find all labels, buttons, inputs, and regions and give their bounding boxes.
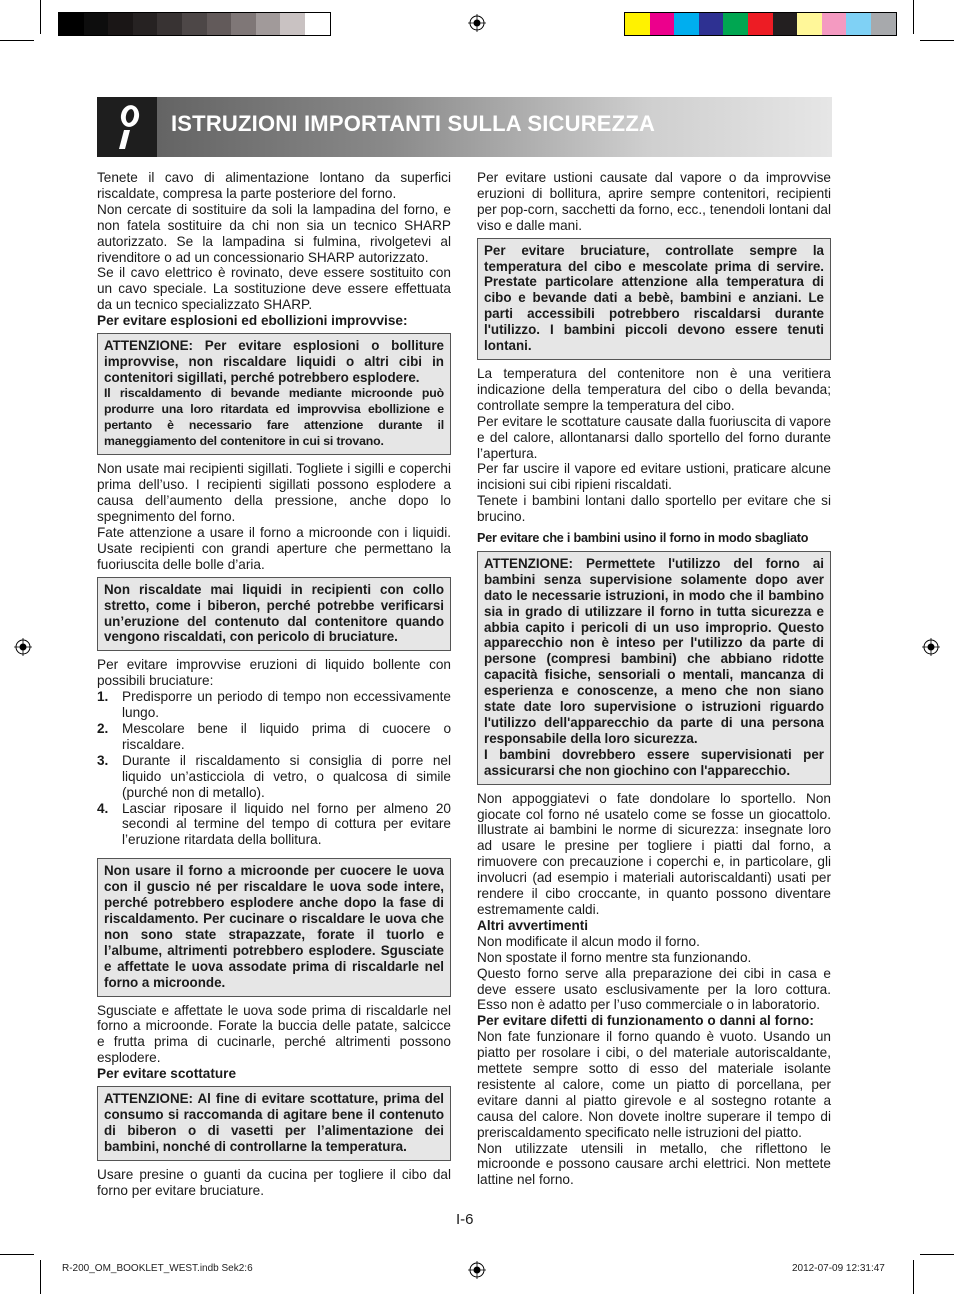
paragraph: Non fate funzionare il forno quando è vuoto. Usando un piatto per rosolare i cibi, o del materiale autoriscaldante, mettete sempre sotto di esso del materiale isolante resistente al calore, come un piatto di porcellana, per evitare danni al piatto girevole e al sostegno rotante a causa del calore. Non dovete inoltre superare il tempo di preriscaldamento specificato nelle istruzioni del piatto.: [477, 1029, 831, 1140]
color-swatch: [59, 13, 84, 35]
registration-mark-icon: [922, 638, 940, 656]
color-swatch: [256, 13, 281, 35]
color-calibration-bar: [624, 12, 897, 36]
paragraph: Non appoggiatevi o fate dondolare lo sportello. Non giocate col forno né usatelo come se fosse un giocattolo. Illustrate ai bambini le norme di sicurezza: insegnate loro ad usare le presine per togliere i piatti dal forno, a rimuovere con precauzione i coperchi e, in particolare, gli involucri (ad esempio i materiali autoriscaldanti) usati per rendere il cibo croccante, in quanto possono diventare estremamente caldi.: [477, 790, 831, 917]
crop-mark: [920, 40, 954, 41]
paragraph: Non usate mai recipienti sigillati. Togliete i sigilli e coperchi prima dell’uso. I recipienti sigillati possono esplodere a causa dell’aumento della pressione, anche dopo lo spegnimento del forno.: [97, 461, 451, 525]
registration-mark-icon: [468, 1261, 486, 1279]
warning-box: [97, 858, 451, 996]
crop-mark: [0, 1254, 34, 1255]
crop-mark: [40, 0, 41, 34]
page-title: ISTRUZIONI IMPORTANTI SULLA SICUREZZA: [171, 111, 656, 136]
list-item: [97, 753, 451, 801]
warning-text: ATTENZIONE: Per evitare esplosioni o bolliture improvvise, non riscaldare liquidi o altri cibi in contenitori sigillati, perché potrebbero esplodere.: [104, 338, 444, 385]
color-swatch: [797, 13, 822, 35]
paragraph: Per evitare improvvise eruzioni di liquido bollente con possibili bruciature:: [97, 657, 451, 689]
warning-text: Il riscaldamento di bevande mediante microonde può produrre una loro ritardata ed improvvisa ebollizione e pertanto è necessario fare attenzione durante il maneggiamento del contenitore in cui si trovano.: [104, 385, 444, 448]
section-heading: Altri avvertimenti: [477, 917, 589, 933]
list-number: 4.: [97, 800, 109, 816]
list-number: 3.: [97, 752, 109, 768]
crop-mark: [0, 40, 34, 41]
paragraph: Non cercate di sostituire da soli la lampadina del forno, e non fatela sostituire da chi non sia un tecnico SHARP autorizzato. Se la lampadina si fulmina, rivolgetevi al rivenditore o ad un concessionario SHARP autorizzato.: [97, 201, 451, 265]
crop-mark: [40, 1260, 41, 1294]
list-text: Predisporre un periodo di tempo non eccessivamente lungo.: [122, 689, 451, 721]
color-swatch: [699, 13, 724, 35]
paragraph: Sgusciate e affettate le uova sode prima di riscaldarle nel forno a microonde. Forate la buccia delle patate, salcicce e frutta prima di cucinarle, perché altrimenti possono esplodere.: [97, 1002, 451, 1066]
color-swatch: [650, 13, 675, 35]
list-text: Lasciar riposare il liquido nel forno per almeno 20 secondi al termine del tempo di cottura per evitare l’eruzione ritardata della bollitura.: [122, 800, 451, 848]
warning-box: [97, 333, 451, 455]
color-swatch: [207, 13, 232, 35]
section-heading: Per evitare difetti di funzionamento o danni al forno:: [477, 1013, 814, 1029]
paragraph: La temperatura del contenitore non è una veritiera indicazione della temperatura del cibo o della bevanda; controllate sempre la temperatura del cibo.: [477, 365, 831, 413]
paragraph: Usare presine o guanti da cucina per togliere il cibo dal forno per evitare bruciature.: [97, 1166, 451, 1198]
paragraph: Per far uscire il vapore ed evitare ustioni, praticare alcune incisioni sui cibi ripieni riscaldati.: [477, 461, 831, 493]
color-swatch: [84, 13, 109, 35]
paragraph: Fate attenzione a usare il forno a microonde con i liquidi. Usate recipienti con grandi aperture che permettano la fuoriuscita delle bolle d’aria.: [97, 525, 451, 572]
header-icon-box: [97, 97, 157, 157]
numbered-list: [97, 689, 451, 848]
crop-mark: [920, 1254, 954, 1255]
paragraph: Per evitare le scottature causate dalla fuoriuscita di vapore e del calore, allontanarsi dallo sportello del forno durante l’apertura.: [477, 413, 831, 461]
color-swatch: [133, 13, 158, 35]
warning-box: [97, 1086, 451, 1161]
color-swatch: [157, 13, 182, 35]
warning-text: I bambini dovrebbero essere supervisionati per assicurarsi che non giochino con l'apparecchio.: [484, 746, 824, 778]
footer-file-info: R-200_OM_BOOKLET_WEST.indb Sek2:6: [62, 1263, 253, 1274]
registration-mark-icon: [468, 14, 486, 32]
warning-box: [477, 238, 831, 360]
list-number: 1.: [97, 689, 109, 705]
warning-text: ATTENZIONE: Permettete l'utilizzo del forno ai bambini senza supervisione solamente dopo aver dato le necessarie istruzioni, in modo che il bambino sia in grado di utilizzare il forno in tutta sicurezza e abbia capito i pericoli di un uso improprio. Questo apparecchio non è inteso per l'utilizzo da parte di persone (compresi bambini) che abbiano ridotte capacità fisiche, sensoriali o mentali, mancanza di esperienza e conoscenze, a meno che non siano state date loro supervisione o istruzioni riguardo l'utilizzo dell'apparecchio da parte di una persona responsabile della loro sicurezza.: [484, 555, 824, 746]
color-swatch: [748, 13, 773, 35]
color-swatch: [723, 13, 748, 35]
left-column: [97, 170, 451, 1198]
section-heading: Per evitare scottature: [97, 1066, 237, 1082]
list-item: [97, 689, 451, 721]
warning-text: Non usare il forno a microonde per cuocere le uova con il guscio né per riscaldare le uova sode intere, perché potrebbero esplodere anche dopo la fase di riscaldamento. Per cucinare o riscaldare le uova che non sono state strapazzate, forate il tuorlo e l’albume, altrimenti potrebbero esplodere. Sgusciate e affettate le uova assodate prima di riscaldarle nel forno a microonde.: [104, 863, 444, 990]
color-swatch: [871, 13, 896, 35]
crop-mark: [913, 0, 914, 34]
page-number: I-6: [456, 1211, 474, 1228]
color-swatch: [773, 13, 798, 35]
warning-text: ATTENZIONE: Al fine di evitare scottature, prima del consumo si raccomanda di agitare bene il contenuto di biberon o di vasetti per l’alimentazione dei bambini, nonché di controllarne la temperatura.: [104, 1091, 444, 1154]
warning-box: [477, 551, 831, 785]
paragraph: Tenete il cavo di alimentazione lontano da superfici riscaldate, compresa la parte posteriore del forno.: [97, 170, 451, 201]
exclamation-icon: [97, 97, 157, 157]
color-swatch: [674, 13, 699, 35]
warning-text: Non riscaldate mai liquidi in recipienti con collo stretto, come i biberon, perché potrebbe verificarsi un’eruzione del contenuto dal contenitore quando vengono riscaldati, con pericolo di bruciature.: [104, 581, 444, 645]
section-heading: Per evitare che i bambini usino il forno in modo sbagliato: [477, 531, 809, 546]
paragraph: Per evitare ustioni causate dal vapore o da improvvise eruzioni di bollitura, aprire sempre contenitori, recipienti per pop-corn, sacchetti da forno, ecc., tenendoli lontani dal viso e dalle mani.: [477, 170, 831, 233]
crop-mark: [913, 1260, 914, 1294]
warning-text: Per evitare bruciature, controllate sempre la temperatura del cibo e mescolate prima di servire. Prestate particolare attenzione alla temperatura di cibo e bevande dati a bebè, bambini e anziani. Le parti accessibili potrebbero riscaldarsi durante l'utilizzo. I bambini piccoli devono essere tenuti lontani.: [484, 242, 824, 354]
list-text: Durante il riscaldamento si consiglia di porre nel liquido un’asticciola di vetro, o qualcosa di simile (purché non di metallo).: [122, 752, 451, 800]
paragraph: Non utilizzate utensili in metallo, che riflettono le microonde e possono causare archi elettrici. Non mettete lattine nel forno.: [477, 1140, 831, 1188]
color-swatch: [625, 13, 650, 35]
section-header: [97, 97, 832, 157]
color-swatch: [846, 13, 871, 35]
paragraph: Tenete i bambini lontani dallo sportello per evitare che si brucino.: [477, 493, 831, 525]
color-swatch: [231, 13, 256, 35]
color-swatch: [108, 13, 133, 35]
paragraph: Non spostate il forno mentre sta funzionando.: [477, 949, 752, 965]
registration-mark-icon: [14, 638, 32, 656]
color-swatch: [280, 13, 305, 35]
footer-timestamp: 2012-07-09 12:31:47: [792, 1263, 885, 1274]
paragraph: Non modificate il alcun modo il forno.: [477, 933, 700, 949]
color-swatch: [305, 13, 330, 35]
list-number: 2.: [97, 721, 109, 736]
list-item: [97, 721, 451, 753]
right-column: [477, 170, 831, 1188]
list-item: [97, 801, 451, 849]
color-swatch: [822, 13, 847, 35]
grayscale-calibration-bar: [58, 12, 331, 36]
warning-box: [97, 577, 451, 652]
section-heading: Per evitare esplosioni ed ebollizioni improvvise:: [97, 313, 408, 329]
paragraph: Questo forno serve alla preparazione dei cibi in casa e deve essere usato esclusivamente per la loro cottura. Esso non è adatto per l’uso commerciale o in laboratorio.: [477, 965, 831, 1013]
paragraph: Se il cavo elettrico è rovinato, deve essere sostituito con un cavo speciale. La sostituzione deve essere effettuata da un tecnico specializzato SHARP.: [97, 265, 451, 313]
color-swatch: [182, 13, 207, 35]
list-text: Mescolare bene il liquido prima di cuocere o riscaldare.: [122, 721, 451, 752]
